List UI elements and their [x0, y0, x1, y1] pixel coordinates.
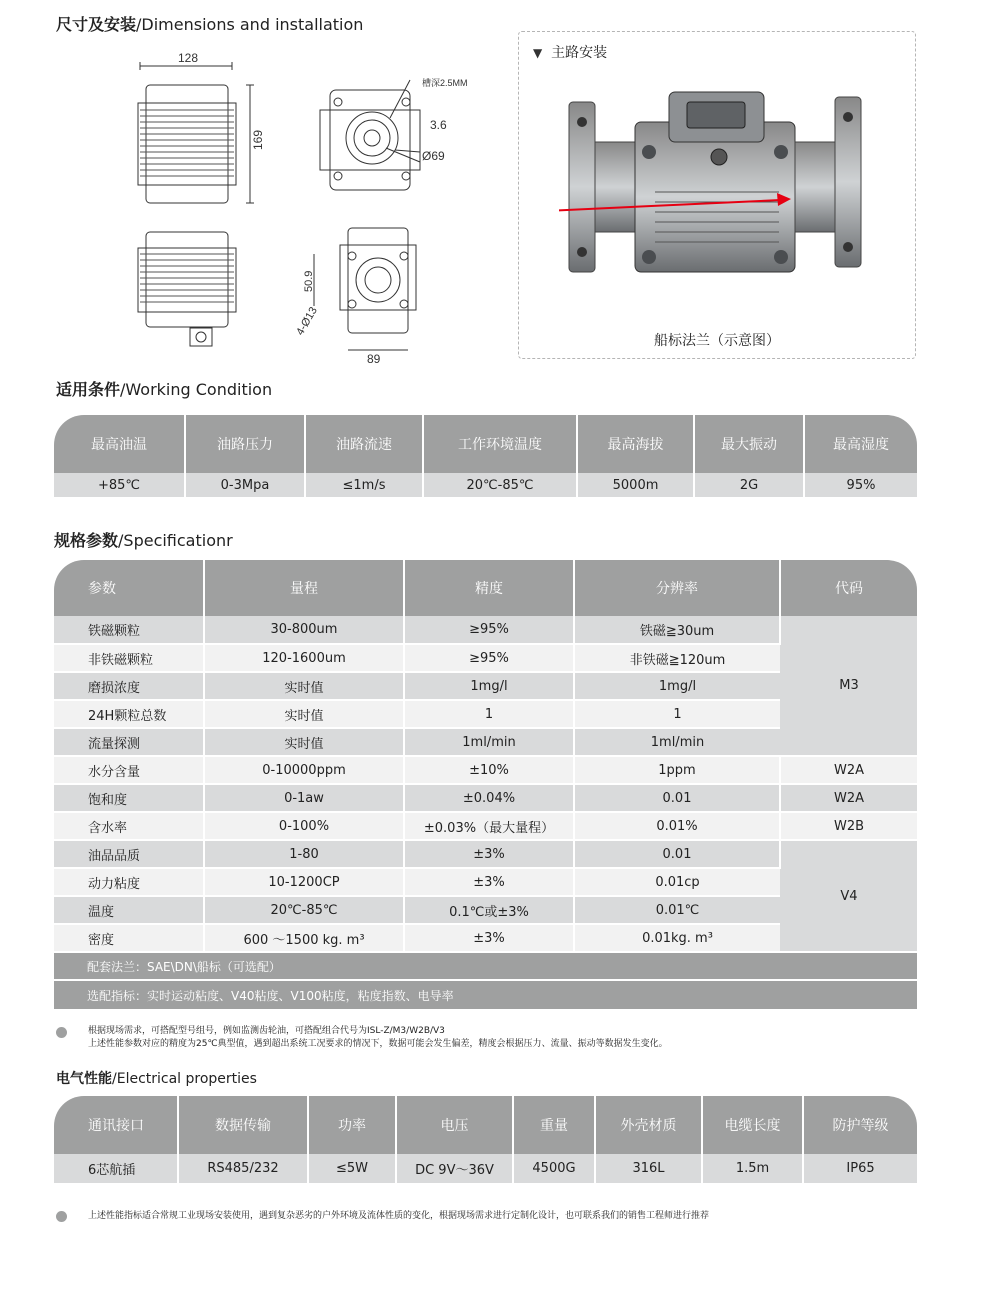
spec-resolution: 0.01cp — [574, 868, 780, 896]
spec-range: 10-1200CP — [204, 868, 404, 896]
spec-accuracy: 1ml/min — [404, 728, 574, 756]
electrical-title-en: /Electrical properties — [112, 1071, 257, 1087]
spec-header-code: 代码 — [780, 560, 917, 616]
install-header — [533, 42, 607, 62]
spec-range: 0-10000ppm — [204, 756, 404, 784]
spec-resolution: 铁磁≧30um — [574, 616, 780, 644]
spec-accuracy: ≥95% — [404, 644, 574, 672]
spec-resolution: 0.01℃ — [574, 896, 780, 924]
spec-range: 实时值 — [204, 700, 404, 728]
bullet-icon — [56, 1027, 67, 1038]
spec-param: 动力粘度 — [54, 868, 204, 896]
spec-range: 600 ～1500 kg. m³ — [204, 924, 404, 952]
flange-illustration — [559, 82, 879, 312]
spec-code: W2A — [780, 756, 917, 784]
note-line-1: 根据现场需求，可搭配型号组号，例如监测齿轮油，可搭配组合代号为ISL-Z/M3/W2B/V3 — [88, 1026, 445, 1036]
el-value-cable: 1.5m — [702, 1154, 803, 1184]
option-note-row — [54, 980, 917, 1010]
working-title — [56, 377, 272, 400]
spec-accuracy: ±3% — [404, 868, 574, 896]
right-flange — [835, 97, 861, 267]
spec-param: 铁磁颗粒 — [54, 616, 204, 644]
el-header-power: 功率 — [308, 1096, 396, 1154]
dim-89-label: 89 — [367, 352, 381, 366]
spec-resolution: 1ppm — [574, 756, 780, 784]
dim-phi69-label: Ø69 — [422, 149, 445, 163]
dimensions-title — [56, 12, 363, 35]
el-value-transmission: RS485/232 — [178, 1154, 308, 1184]
bottom-view-drawing — [138, 232, 236, 346]
wc-header-flow: 油路流速 — [305, 415, 423, 473]
spec-range: 120-1600um — [204, 644, 404, 672]
spec-resolution: 非铁磁≧120um — [574, 644, 780, 672]
spec-accuracy: ±3% — [404, 924, 574, 952]
spec-param: 密度 — [54, 924, 204, 952]
spec-notes — [88, 1025, 908, 1051]
wc-value-env-temp: 20℃-85℃ — [423, 473, 577, 498]
spec-accuracy: 1mg/l — [404, 672, 574, 700]
dim-holes-label: 4-Ø13 — [294, 305, 320, 338]
wc-header-env-temp: 工作环境温度 — [423, 415, 577, 473]
spec-resolution: 0.01 — [574, 784, 780, 812]
spec-accuracy: 0.1℃或±3% — [404, 896, 574, 924]
spec-param: 非铁磁颗粒 — [54, 644, 204, 672]
electrical-title — [56, 1068, 257, 1088]
spec-range: 0-100% — [204, 812, 404, 840]
spec-param: 油品品质 — [54, 840, 204, 868]
el-value-protection: IP65 — [803, 1154, 917, 1184]
spec-param: 含水率 — [54, 812, 204, 840]
table-row — [54, 756, 917, 784]
spec-param: 24H颗粒总数 — [54, 700, 204, 728]
dimensions-title-en: /Dimensions and installation — [136, 15, 364, 34]
spec-range: 20℃-85℃ — [204, 896, 404, 924]
working-title-cn: 适用条件 — [56, 380, 121, 399]
left-flange — [569, 102, 595, 272]
el-header-voltage: 电压 — [396, 1096, 513, 1154]
wc-header-vibration: 最大振动 — [694, 415, 804, 473]
table-row — [54, 473, 917, 498]
spec-table — [54, 560, 917, 1011]
spec-title-en: /Specificationr — [118, 531, 233, 550]
spec-param: 磨损浓度 — [54, 672, 204, 700]
working-condition-table — [54, 415, 917, 499]
el-value-power: ≤5W — [308, 1154, 396, 1184]
table-row — [54, 1154, 917, 1184]
spec-param: 水分含量 — [54, 756, 204, 784]
bullet-icon — [56, 1211, 67, 1222]
spec-resolution: 0.01 — [574, 840, 780, 868]
spec-resolution: 1ml/min — [574, 728, 780, 756]
el-value-voltage: DC 9V～36V — [396, 1154, 513, 1184]
spec-range: 1-80 — [204, 840, 404, 868]
el-header-weight: 重量 — [513, 1096, 595, 1154]
el-value-weight: 4500G — [513, 1154, 595, 1184]
dim-3-6-label: 3.6 — [430, 118, 447, 132]
wc-value-pressure: 0-3Mpa — [185, 473, 305, 498]
table-row — [54, 616, 917, 644]
spec-accuracy: 1 — [404, 700, 574, 728]
dim-groove-label: 槽深2.5MM — [422, 78, 468, 88]
table-row — [54, 812, 917, 840]
table-row — [54, 784, 917, 812]
table-row — [54, 840, 917, 868]
dimension-drawings — [120, 40, 480, 370]
working-title-en: /Working Condition — [120, 380, 273, 399]
spec-range: 实时值 — [204, 672, 404, 700]
spec-param: 饱和度 — [54, 784, 204, 812]
spec-title — [54, 528, 233, 551]
electrical-table — [54, 1096, 917, 1185]
wc-value-humidity: 95% — [804, 473, 917, 498]
wc-header-pressure: 油路压力 — [185, 415, 305, 473]
spec-resolution: 0.01% — [574, 812, 780, 840]
el-header-interface: 通讯接口 — [54, 1096, 178, 1154]
spec-accuracy: ±0.03%（最大量程） — [404, 812, 574, 840]
sensor-body — [635, 92, 795, 272]
spec-param: 温度 — [54, 896, 204, 924]
triangle-down-icon: ▼ — [533, 46, 543, 60]
el-header-material: 外壳材质 — [595, 1096, 702, 1154]
front-view-drawing — [138, 62, 254, 203]
spec-resolution: 1mg/l — [574, 672, 780, 700]
install-title: 主路安装 — [551, 45, 608, 61]
spec-code: W2A — [780, 784, 917, 812]
el-header-transmission: 数据传输 — [178, 1096, 308, 1154]
spec-param: 流量探测 — [54, 728, 204, 756]
spec-code: V4 — [780, 840, 917, 952]
wc-value-vibration: 2G — [694, 473, 804, 498]
spec-header-resolution: 分辨率 — [574, 560, 780, 616]
flange-view-drawing — [314, 228, 416, 350]
install-panel — [518, 31, 916, 359]
spec-accuracy: ≥95% — [404, 616, 574, 644]
el-header-cable: 电缆长度 — [702, 1096, 803, 1154]
spec-accuracy: ±3% — [404, 840, 574, 868]
electrical-note: 上述性能指标适合常规工业现场安装使用，遇到复杂恶劣的户外环境及流体性质的变化，根据现场需求进行定制化设计，也可联系我们的销售工程师进行推荐 — [88, 1211, 710, 1221]
side-view-drawing — [320, 80, 420, 190]
spec-accuracy: ±10% — [404, 756, 574, 784]
right-pipe — [795, 142, 835, 232]
el-header-protection: 防护等级 — [803, 1096, 917, 1154]
wc-header-altitude: 最高海拔 — [577, 415, 694, 473]
flange-note-row — [54, 952, 917, 980]
note-line-2: 上述性能参数对应的精度为25℃典型值，遇到超出系统工况要求的情况下，数据可能会发生偏差，精度会根据压力、流量、振动等数据发生变化。 — [88, 1039, 668, 1049]
el-value-material: 316L — [595, 1154, 702, 1184]
left-pipe — [595, 142, 635, 232]
spec-code: M3 — [780, 616, 917, 756]
spec-range: 30-800um — [204, 616, 404, 644]
spec-code: W2B — [780, 812, 917, 840]
spec-resolution: 0.01kg. m³ — [574, 924, 780, 952]
dim-128-label: 128 — [178, 51, 199, 65]
wc-value-altitude: 5000m — [577, 473, 694, 498]
spec-header-range: 量程 — [204, 560, 404, 616]
el-value-interface: 6芯航插 — [54, 1154, 178, 1184]
spec-header-accuracy: 精度 — [404, 560, 574, 616]
wc-value-oil-temp: +85℃ — [54, 473, 185, 498]
option-note: 选配指标：实时运动粘度、V40粘度、V100粘度，粘度指数、电导率 — [54, 980, 917, 1010]
wc-header-humidity: 最高湿度 — [804, 415, 917, 473]
spec-range: 实时值 — [204, 728, 404, 756]
spec-header-param: 参数 — [54, 560, 204, 616]
spec-range: 0-1aw — [204, 784, 404, 812]
spec-accuracy: ±0.04% — [404, 784, 574, 812]
dim-50-9-label: 50.9 — [303, 270, 315, 292]
wc-value-flow: ≤1m/s — [305, 473, 423, 498]
dim-169-label: 169 — [251, 129, 265, 150]
spec-resolution: 1 — [574, 700, 780, 728]
flange-note: 配套法兰：SAE\DN\船标（可选配） — [54, 952, 917, 980]
wc-header-oil-temp: 最高油温 — [54, 415, 185, 473]
electrical-title-cn: 电气性能 — [56, 1071, 112, 1087]
install-caption: 船标法兰（示意图） — [654, 333, 780, 349]
spec-title-cn: 规格参数 — [54, 531, 119, 550]
dimensions-title-cn: 尺寸及安装 — [56, 15, 137, 34]
